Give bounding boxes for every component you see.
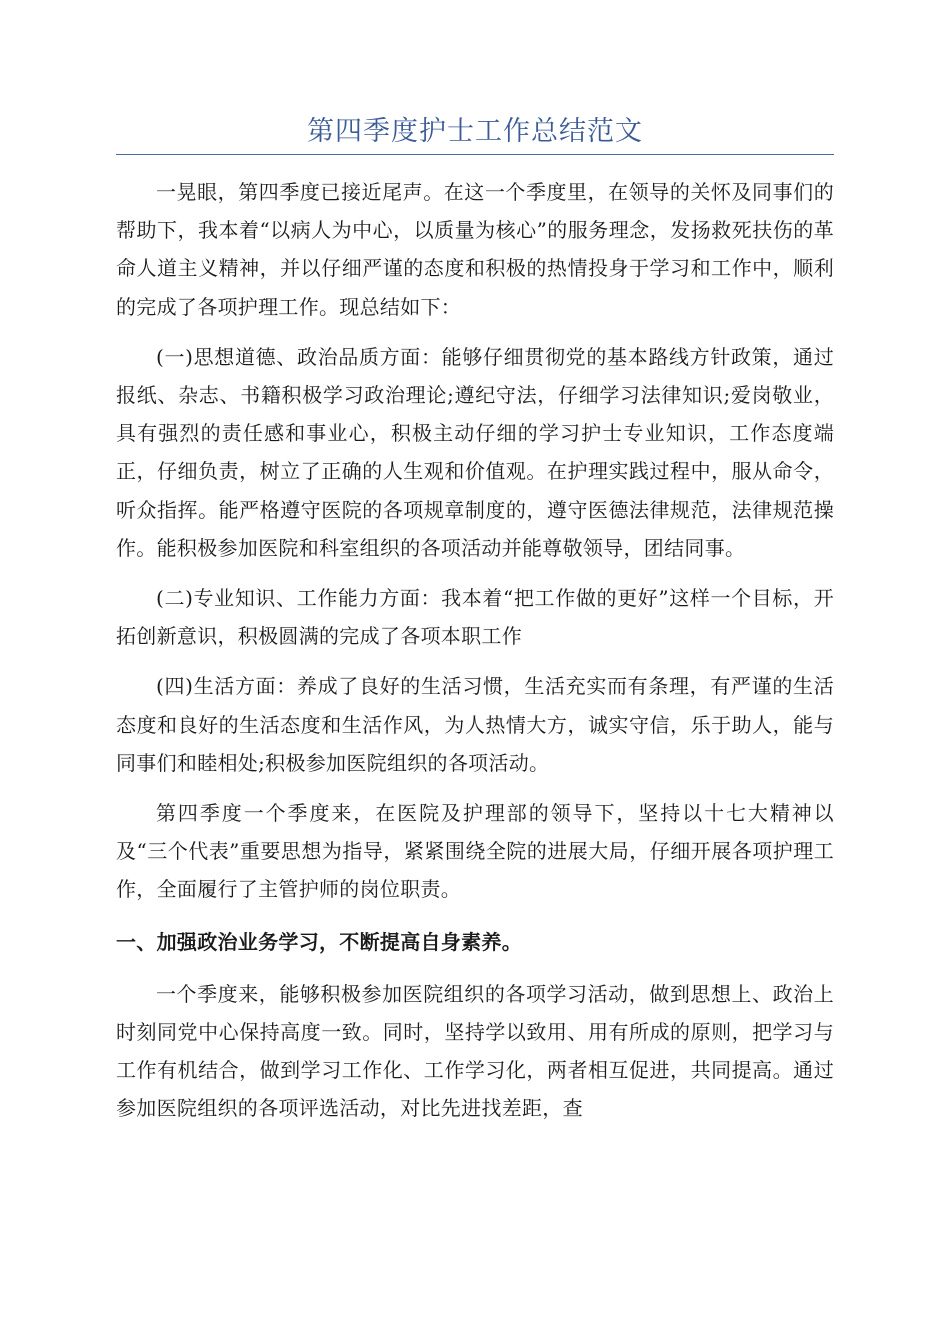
paragraph-life: (四)生活方面：养成了良好的生活习惯，生活充实而有条理，有严谨的生活态度和良好的生活态度和生活作风，为人热情大方，诚实守信，乐于助人，能与同事们和睦相处;积极参加医院组织的各项活动。 (116, 674, 834, 775)
section-heading-1: 一、加强政治业务学习，不断提高自身素养。 (116, 929, 522, 954)
document-body (116, 173, 834, 1127)
paragraph-ideology: (一)思想道德、政治品质方面：能够仔细贯彻党的基本路线方针政策，通过报纸、杂志、书籍积极学习政治理论;遵纪守法，仔细学习法律知识;爱岗敬业，具有强烈的责任感和事业心，积极主动仔细的学习护士专业知识，工作态度端正，仔细负责，树立了正确的人生观和价值观。在护理实践过程中，服从命令，听众指挥。能严格遵守医院的各项规章制度的，遵守医德法律规范，法律规范操作。能积极参加医院和科室组织的各项活动并能尊敬领导，团结同事。 (116, 344, 834, 560)
page-title: 第四季度护士工作总结范文 (307, 116, 643, 147)
paragraph-study: 一个季度来，能够积极参加医院组织的各项学习活动，做到思想上、政治上时刻同党中心保持高度一致。同时，坚持学以致用、用有所成的原则，把学习与工作有机结合，做到学习工作化、工作学习化，两者相互促进，共同提高。通过参加医院组织的各项评选活动，对比先进找差距，查 (116, 981, 834, 1121)
title-underline (116, 154, 834, 155)
paragraph-professional: (二)专业知识、工作能力方面：我本着“把工作做的更好”这样一个目标，开拓创新意识，积极圆满的完成了各项本职工作 (116, 586, 834, 649)
paragraph-summary: 第四季度一个季度来，在医院及护理部的领导下，坚持以十七大精神以及“三个代表”重要思想为指导，紧紧围绕全院的进展大局，仔细开展各项护理工作，全面履行了主管护师的岗位职责。 (116, 801, 834, 902)
paragraph-intro: 一晃眼，第四季度已接近尾声。在这一个季度里，在领导的关怀及同事们的帮助下，我本着“以病人为中心，以质量为核心”的服务理念，发扬救死扶伤的革命人道主义精神，并以仔细严谨的态度和积极的热情投身于学习和工作中，顺利的完成了各项护理工作。现总结如下： (116, 180, 834, 319)
